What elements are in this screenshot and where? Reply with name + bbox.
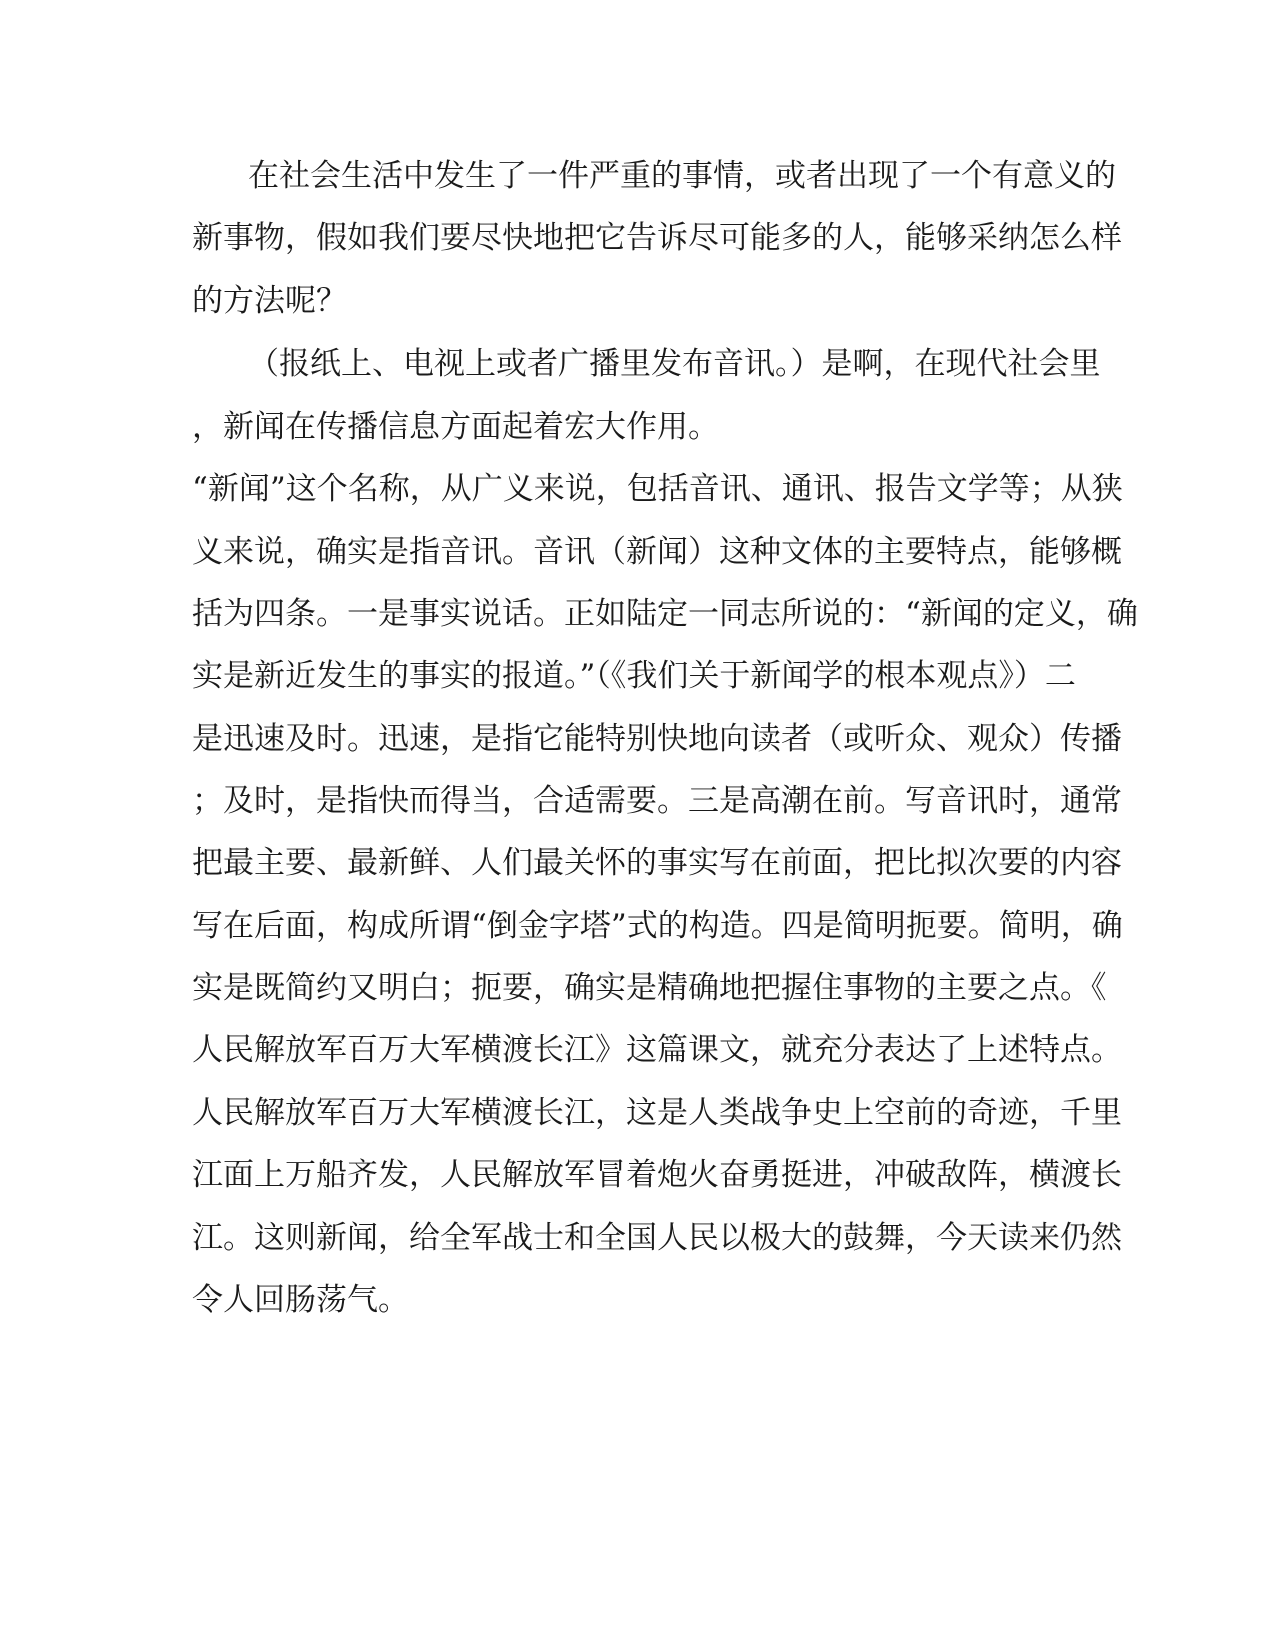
text-line: 江面上万船齐发，人民解放军冒着炮火奋勇挺进，冲破敌阵，横渡长 [192,1157,1122,1193]
text-line: “新闻”这个名称，从广义来说，包括音讯、通讯、报告文学等；从狭 [192,471,1123,507]
text-line: 人民解放军百万大军横渡长江》这篇课文，就充分表达了上述特点。 [192,1032,1122,1068]
text-line: 江。这则新闻，给全军战士和全国人民以极大的鼓舞，今天读来仍然 [192,1220,1122,1256]
text-line: 的方法呢？ [192,283,347,319]
text-line: （报纸上、电视上或者广播里发布音讯。）是啊，在现代社会里 [248,346,1101,382]
text-line: 括为四条。一是事实说话。正如陆定一同志所说的：“新闻的定义，确 [192,596,1138,632]
text-line: 在社会生活中发生了一件严重的事情，或者出现了一个有意义的 [248,158,1116,194]
text-line: 新事物，假如我们要尽快地把它告诉尽可能多的人，能够采纳怎么样 [192,220,1122,256]
text-line: 义来说，确实是指音讯。音讯（新闻）这种文体的主要特点，能够概 [192,534,1122,570]
text-line: 令人回肠荡气。 [192,1282,409,1318]
text-line: 人民解放军百万大军横渡长江，这是人类战争史上空前的奇迹，千里 [192,1095,1122,1131]
text-line: ；及时，是指快而得当，合适需要。三是高潮在前。写音讯时，通常 [192,783,1122,819]
text-line: 写在后面，构成所谓“倒金字塔”式的构造。四是简明扼要。简明，确 [192,908,1123,944]
text-line: ，新闻在传播信息方面起着宏大作用。 [192,409,719,445]
text-line: 是迅速及时。迅速，是指它能特别快地向读者（或听众、观众）传播 [192,721,1122,757]
text-line: 实是新近发生的事实的报道。”（《我们关于新闻学的根本观点》）二 [192,658,1076,694]
text-line: 把最主要、最新鲜、人们最关怀的事实写在前面，把比拟次要的内容 [192,845,1122,881]
text-line: 实是既简约又明白；扼要，确实是精确地把握住事物的主要之点。《 [192,970,1107,1006]
